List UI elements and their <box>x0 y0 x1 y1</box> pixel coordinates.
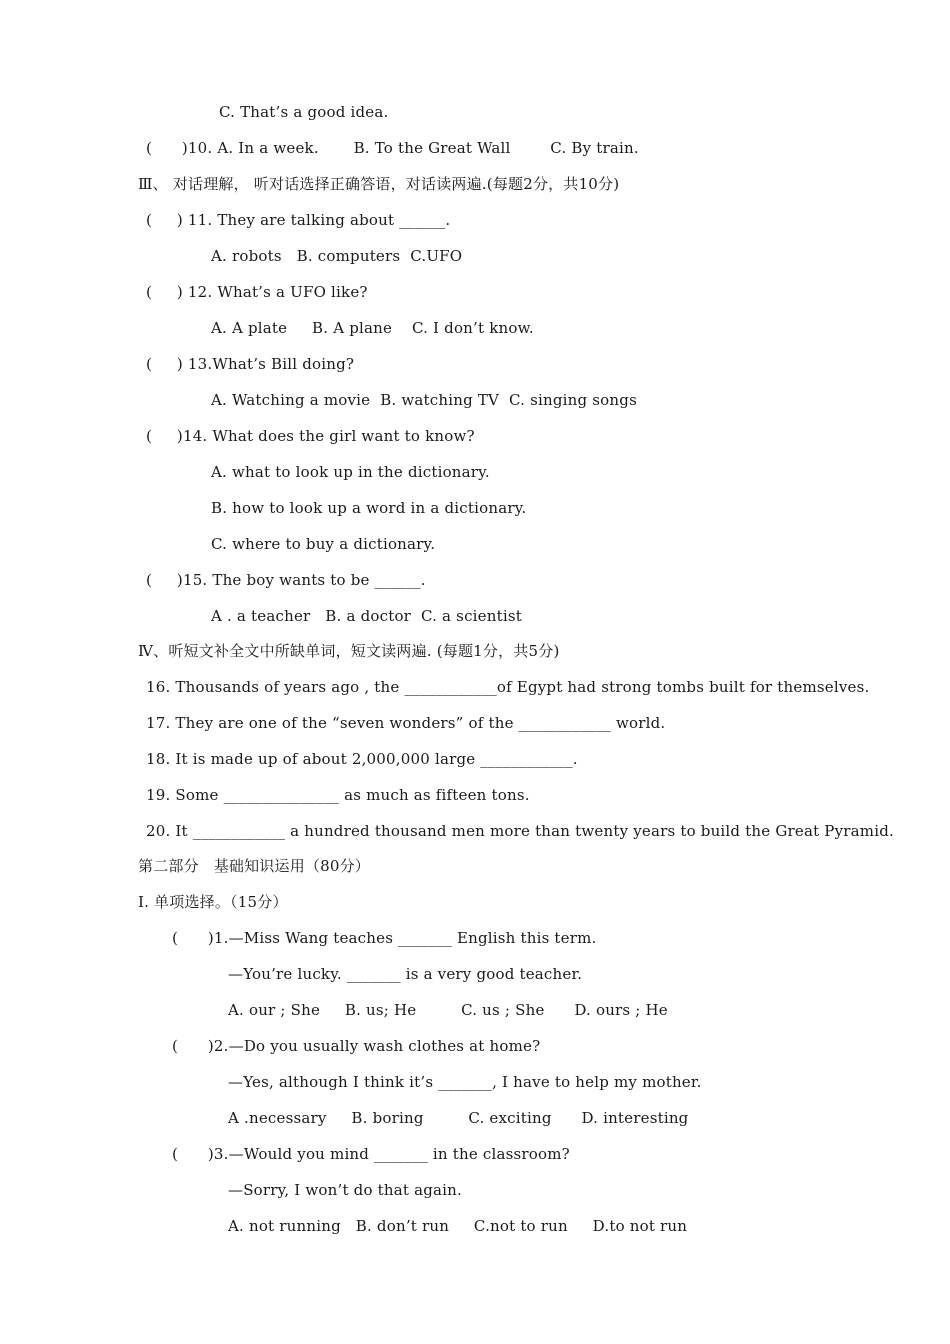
question-20: 20. It ____________ a hundred thousand men more than twenty years to build the Great Pyramid. <box>146 822 894 840</box>
question-14: ( )14. What does the girl want to know? <box>146 427 475 445</box>
section-1-heading: Ⅰ. 单项选择。（15分） <box>138 893 288 911</box>
question-10: ( )10. A. In a week. B. To the Great Wall C. By train. <box>146 139 639 157</box>
question-11-options: A. robots B. computers C.UFO <box>211 247 463 265</box>
part-2-heading: 第二部分 基础知识运用（80分） <box>138 857 370 875</box>
mc-question-1: ( )1.—Miss Wang teaches _______ English this term. <box>172 929 597 947</box>
section-4-heading: Ⅳ、听短文补全文中所缺单词，短文读两遍. (每题1分，共5分) <box>138 642 560 660</box>
question-11: ( ) 11. They are talking about ______. <box>146 211 451 229</box>
question-15-options: A . a teacher B. a doctor C. a scientist <box>211 607 522 625</box>
question-16: 16. Thousands of years ago , the ____________of Egypt had strong tombs built for themselves. <box>146 678 870 696</box>
question-17: 17. They are one of the “seven wonders” of the ____________ world. <box>146 714 666 732</box>
mc-question-3-options: A. not running B. don’t run C.not to run D.to not run <box>228 1217 688 1235</box>
mc-question-2-reply: —Yes, although I think it’s _______, I have to help my mother. <box>228 1073 702 1091</box>
question-14-option-a: A. what to look up in the dictionary. <box>211 463 490 481</box>
question-15: ( )15. The boy wants to be ______. <box>146 571 426 589</box>
q9-option-c: C. That’s a good idea. <box>219 103 389 121</box>
question-12-options: A. A plate B. A plane C. I don’t know. <box>211 319 534 337</box>
question-18: 18. It is made up of about 2,000,000 large ____________. <box>146 750 578 768</box>
question-19: 19. Some _______________ as much as fifteen tons. <box>146 786 530 804</box>
question-12: ( ) 12. What’s a UFO like? <box>146 283 368 301</box>
mc-question-1-options: A. our ; She B. us; He C. us ; She D. ours ; He <box>228 1001 668 1019</box>
mc-question-1-reply: —You’re lucky. _______ is a very good teacher. <box>228 965 583 983</box>
question-13-options: A. Watching a movie B. watching TV C. singing songs <box>211 391 637 409</box>
mc-question-2: ( )2.—Do you usually wash clothes at home? <box>172 1037 541 1055</box>
mc-question-2-options: A .necessary B. boring C. exciting D. interesting <box>228 1109 689 1127</box>
mc-question-3-reply: —Sorry, I won’t do that again. <box>228 1181 462 1199</box>
question-14-option-c: C. where to buy a dictionary. <box>211 535 436 553</box>
question-13: ( ) 13.What’s Bill doing? <box>146 355 355 373</box>
section-3-heading: Ⅲ、 对话理解， 听对话选择正确答语，对话读两遍.(每题2分，共10分) <box>138 175 620 193</box>
question-14-option-b: B. how to look up a word in a dictionary. <box>211 499 527 517</box>
mc-question-3: ( )3.—Would you mind _______ in the classroom? <box>172 1145 570 1163</box>
